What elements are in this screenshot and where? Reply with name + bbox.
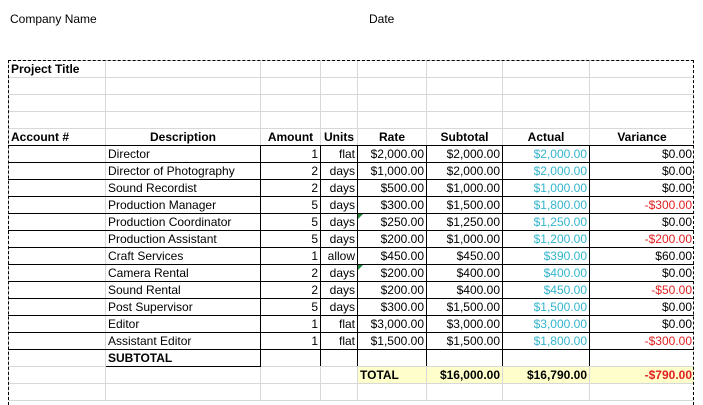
- amount-cell[interactable]: [261, 350, 321, 367]
- amount-cell[interactable]: 1: [261, 316, 321, 333]
- variance-cell[interactable]: $0.00: [590, 146, 695, 163]
- subtotal-cell[interactable]: $1,500.00: [427, 197, 503, 214]
- actual-cell[interactable]: $1,800.00: [503, 197, 590, 214]
- table-row: [9, 163, 695, 180]
- actual-cell[interactable]: $1,500.00: [503, 299, 590, 316]
- account-cell[interactable]: [9, 180, 106, 197]
- total-actual[interactable]: $16,790.00: [503, 367, 590, 384]
- actual-cell[interactable]: $3,000.00: [503, 316, 590, 333]
- units-cell[interactable]: flat: [321, 333, 358, 350]
- units-cell[interactable]: days: [321, 197, 358, 214]
- rate-cell[interactable]: $200.00: [358, 265, 427, 282]
- description-cell[interactable]: Craft Services: [106, 248, 261, 265]
- print-area-border-top: [8, 60, 694, 61]
- account-cell[interactable]: [9, 350, 106, 367]
- description-cell[interactable]: Camera Rental: [106, 265, 261, 282]
- amount-cell[interactable]: 5: [261, 214, 321, 231]
- subtotal-cell[interactable]: $450.00: [427, 248, 503, 265]
- account-cell[interactable]: [9, 197, 106, 214]
- description-cell[interactable]: [106, 367, 261, 384]
- table-row: [9, 299, 695, 316]
- amount-cell[interactable]: 5: [261, 231, 321, 248]
- amount-cell[interactable]: 2: [261, 163, 321, 180]
- col-header-rate[interactable]: Rate: [358, 129, 427, 146]
- blank-row: [9, 384, 695, 401]
- units-cell[interactable]: days: [321, 163, 358, 180]
- col-header-description[interactable]: Description: [106, 129, 261, 146]
- print-area-border-right: [693, 60, 694, 405]
- rate-cell[interactable]: $200.00: [358, 231, 427, 248]
- amount-cell[interactable]: 2: [261, 282, 321, 299]
- variance-cell[interactable]: $0.00: [590, 214, 695, 231]
- rate-cell[interactable]: $1,000.00: [358, 163, 427, 180]
- units-cell[interactable]: flat: [321, 146, 358, 163]
- table-row: [9, 214, 695, 231]
- units-cell[interactable]: [321, 367, 358, 384]
- rate-cell[interactable]: $3,000.00: [358, 316, 427, 333]
- description-cell[interactable]: Production Assistant: [106, 231, 261, 248]
- budget-sheet: [8, 60, 694, 405]
- description-cell[interactable]: Editor: [106, 316, 261, 333]
- account-cell[interactable]: [9, 231, 106, 248]
- account-cell[interactable]: [9, 367, 106, 384]
- blank-cell[interactable]: [503, 384, 590, 401]
- variance-cell[interactable]: $0.00: [590, 316, 695, 333]
- column-header-row: [9, 129, 695, 146]
- project-title-cell[interactable]: Project Title: [9, 61, 106, 78]
- rate-cell[interactable]: $250.00: [358, 214, 427, 231]
- budget-table: [8, 60, 694, 401]
- subtotal-cell[interactable]: $400.00: [427, 265, 503, 282]
- blank-row: [9, 78, 695, 95]
- variance-cell[interactable]: -$200.00: [590, 231, 695, 248]
- account-cell[interactable]: [9, 146, 106, 163]
- rate-cell[interactable]: $450.00: [358, 248, 427, 265]
- subtotal-cell[interactable]: $2,000.00: [427, 163, 503, 180]
- rate-cell[interactable]: $300.00: [358, 197, 427, 214]
- amount-cell[interactable]: 5: [261, 197, 321, 214]
- table-row: [9, 180, 695, 197]
- total-subtotal[interactable]: $16,000.00: [427, 367, 503, 384]
- account-cell[interactable]: [9, 214, 106, 231]
- account-cell[interactable]: [9, 282, 106, 299]
- table-row: [9, 146, 695, 163]
- blank-row: [9, 112, 695, 129]
- col-header-account[interactable]: Account #: [9, 129, 106, 146]
- table-row: [9, 248, 695, 265]
- units-cell[interactable]: days: [321, 299, 358, 316]
- actual-cell[interactable]: $1,800.00: [503, 333, 590, 350]
- blank-row: [9, 95, 695, 112]
- actual-cell[interactable]: $2,000.00: [503, 146, 590, 163]
- amount-cell[interactable]: 2: [261, 180, 321, 197]
- variance-cell[interactable]: $0.00: [590, 180, 695, 197]
- subtotal-cell[interactable]: $1,250.00: [427, 214, 503, 231]
- date-label: Date: [369, 12, 395, 26]
- blank-cell[interactable]: [427, 384, 503, 401]
- units-cell[interactable]: days: [321, 214, 358, 231]
- units-cell[interactable]: [321, 350, 358, 367]
- total-variance[interactable]: -$790.00: [590, 367, 695, 384]
- table-row: [9, 197, 695, 214]
- blank-cell[interactable]: [590, 384, 695, 401]
- description-cell[interactable]: Assistant Editor: [106, 333, 261, 350]
- col-header-subtotal[interactable]: Subtotal: [427, 129, 503, 146]
- rate-cell[interactable]: [358, 350, 427, 367]
- rate-cell[interactable]: $500.00: [358, 180, 427, 197]
- description-cell[interactable]: Director: [106, 146, 261, 163]
- blank-cell[interactable]: [358, 384, 427, 401]
- units-cell[interactable]: allow: [321, 248, 358, 265]
- actual-cell[interactable]: $1,250.00: [503, 214, 590, 231]
- actual-cell[interactable]: $400.00: [503, 265, 590, 282]
- blank-cell[interactable]: [321, 384, 358, 401]
- variance-cell[interactable]: [590, 350, 695, 367]
- subtotal-cell[interactable]: $1,500.00: [427, 333, 503, 350]
- amount-cell[interactable]: 1: [261, 146, 321, 163]
- table-row: [9, 316, 695, 333]
- col-header-amount[interactable]: Amount: [261, 129, 321, 146]
- units-cell[interactable]: days: [321, 180, 358, 197]
- variance-cell[interactable]: $60.00: [590, 248, 695, 265]
- rate-cell[interactable]: $300.00: [358, 299, 427, 316]
- total-row: [9, 367, 695, 384]
- subtotal-cell[interactable]: $1,500.00: [427, 299, 503, 316]
- amount-cell[interactable]: 2: [261, 265, 321, 282]
- table-row: [9, 333, 695, 350]
- account-cell[interactable]: [9, 265, 106, 282]
- blank-cell[interactable]: [261, 384, 321, 401]
- print-area-border-left: [8, 60, 9, 405]
- rate-cell[interactable]: $1,500.00: [358, 333, 427, 350]
- description-cell[interactable]: Production Coordinator: [106, 214, 261, 231]
- total-label[interactable]: TOTAL: [358, 367, 427, 384]
- description-cell[interactable]: Sound Recordist: [106, 180, 261, 197]
- units-cell[interactable]: days: [321, 265, 358, 282]
- subtotal-row: [9, 350, 695, 367]
- blank-cell[interactable]: [106, 384, 261, 401]
- col-header-units[interactable]: Units: [321, 129, 358, 146]
- table-row: [9, 231, 695, 248]
- table-row: [9, 282, 695, 299]
- subtotal-label[interactable]: SUBTOTAL: [106, 350, 261, 367]
- units-cell[interactable]: flat: [321, 316, 358, 333]
- variance-cell[interactable]: -$300.00: [590, 333, 695, 350]
- company-name-label: Company Name: [10, 12, 97, 26]
- actual-cell[interactable]: $390.00: [503, 248, 590, 265]
- table-row: [9, 265, 695, 282]
- project-title-row: [9, 61, 695, 78]
- account-cell[interactable]: [9, 248, 106, 265]
- amount-cell[interactable]: 1: [261, 333, 321, 350]
- variance-cell[interactable]: $0.00: [590, 163, 695, 180]
- col-header-actual[interactable]: Actual: [503, 129, 590, 146]
- description-cell[interactable]: Sound Rental: [106, 282, 261, 299]
- description-cell[interactable]: Production Manager: [106, 197, 261, 214]
- variance-cell[interactable]: -$50.00: [590, 282, 695, 299]
- subtotal-cell[interactable]: $3,000.00: [427, 316, 503, 333]
- rate-cell[interactable]: $2,000.00: [358, 146, 427, 163]
- account-cell[interactable]: [9, 333, 106, 350]
- subtotal-cell[interactable]: $1,000.00: [427, 231, 503, 248]
- description-cell[interactable]: Post Supervisor: [106, 299, 261, 316]
- actual-cell[interactable]: $1,000.00: [503, 180, 590, 197]
- variance-cell[interactable]: $0.00: [590, 299, 695, 316]
- subtotal-cell[interactable]: [427, 350, 503, 367]
- actual-cell[interactable]: $450.00: [503, 282, 590, 299]
- amount-cell[interactable]: 1: [261, 248, 321, 265]
- col-header-variance[interactable]: Variance: [590, 129, 695, 146]
- units-cell[interactable]: days: [321, 231, 358, 248]
- description-cell[interactable]: Director of Photography: [106, 163, 261, 180]
- account-cell[interactable]: [9, 316, 106, 333]
- account-cell[interactable]: [9, 163, 106, 180]
- units-cell[interactable]: days: [321, 282, 358, 299]
- amount-cell[interactable]: [261, 367, 321, 384]
- account-cell[interactable]: [9, 299, 106, 316]
- blank-cell[interactable]: [9, 384, 106, 401]
- actual-cell[interactable]: $1,200.00: [503, 231, 590, 248]
- rate-cell[interactable]: $200.00: [358, 282, 427, 299]
- subtotal-cell[interactable]: $2,000.00: [427, 146, 503, 163]
- actual-cell[interactable]: $2,000.00: [503, 163, 590, 180]
- variance-cell[interactable]: -$300.00: [590, 197, 695, 214]
- subtotal-cell[interactable]: $1,000.00: [427, 180, 503, 197]
- actual-cell[interactable]: [503, 350, 590, 367]
- subtotal-cell[interactable]: $400.00: [427, 282, 503, 299]
- amount-cell[interactable]: 5: [261, 299, 321, 316]
- variance-cell[interactable]: $0.00: [590, 265, 695, 282]
